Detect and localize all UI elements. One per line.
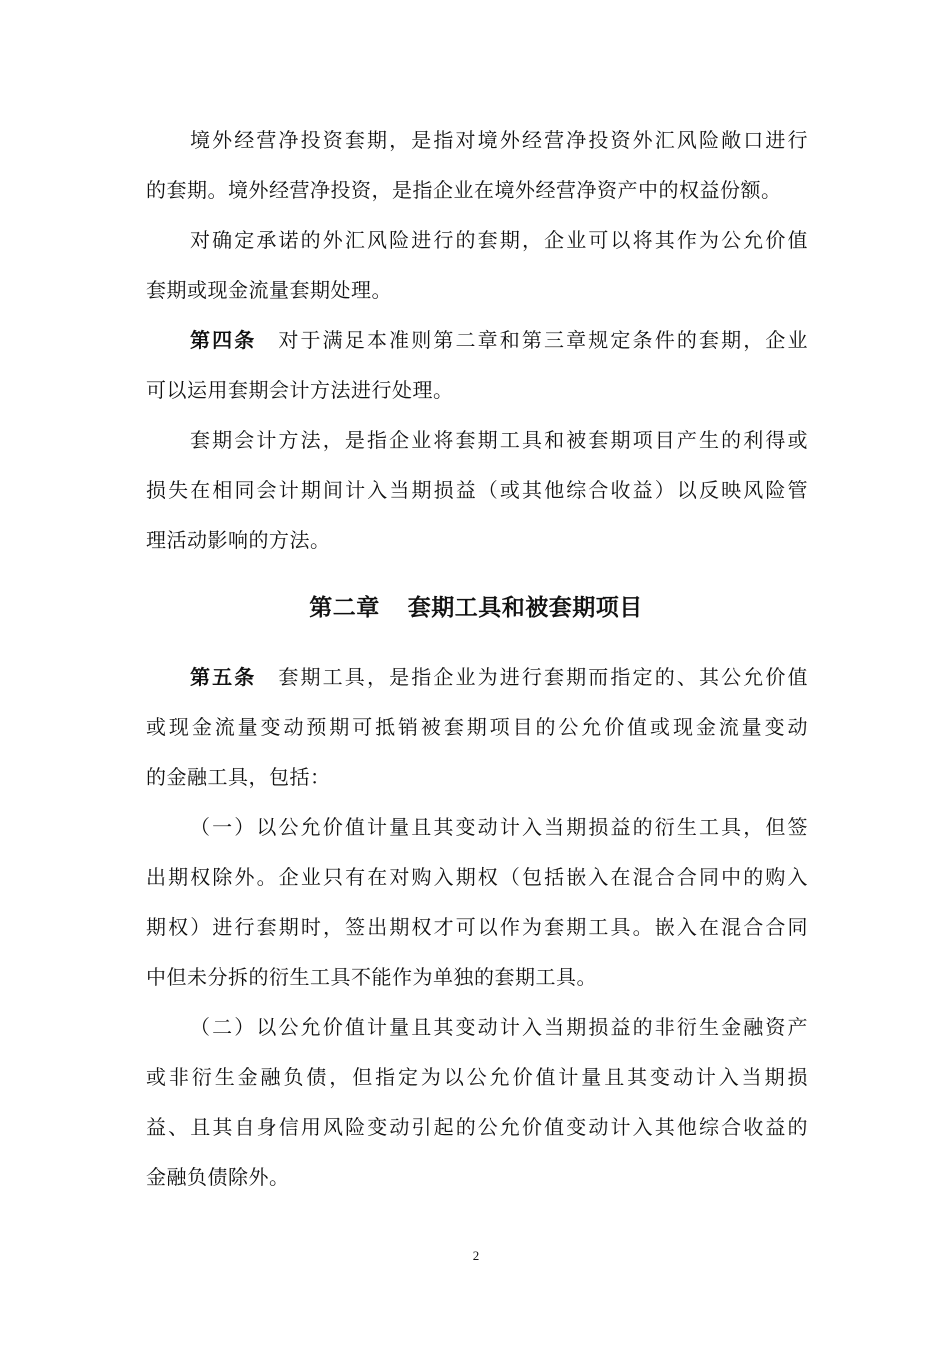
paragraph-line: 套期或现金流量套期处理。 bbox=[146, 278, 392, 302]
paragraph-line: 益、且其自身信用风险变动引起的公允价值变动计入其他综合收益的 bbox=[146, 1115, 808, 1139]
paragraph-line: （一）以公允价值计量且其变动计入当期损益的衍生工具，但签 bbox=[190, 815, 808, 839]
article-4-label: 第四条 bbox=[190, 328, 257, 352]
paragraph-line: 对确定承诺的外汇风险进行的套期，企业可以将其作为公允价值 bbox=[190, 228, 808, 252]
chapter-heading bbox=[0, 586, 952, 630]
paragraph-line: 期权）进行套期时，签出期权才可以作为套期工具。嵌入在混合合同 bbox=[146, 915, 808, 939]
paragraph-line: 套期会计方法，是指企业将套期工具和被套期项目产生的利得或 bbox=[190, 428, 808, 452]
paragraph-line: 的套期。境外经营净投资，是指企业在境外经营净资产中的权益份额。 bbox=[146, 178, 782, 202]
article-5-text: 套期工具，是指企业为进行套期而指定的、其公允价值 bbox=[278, 665, 809, 689]
paragraph-line: 可以运用套期会计方法进行处理。 bbox=[146, 378, 454, 402]
article-4-line bbox=[190, 320, 808, 360]
paragraph-line: 的金融工具，包括： bbox=[146, 765, 331, 789]
paragraph-line: 理活动影响的方法。 bbox=[146, 528, 331, 552]
article-5-label: 第五条 bbox=[190, 665, 257, 689]
paragraph-line: 或非衍生金融负债，但指定为以公允价值计量且其变动计入当期损 bbox=[146, 1065, 808, 1089]
paragraph-line: （二）以公允价值计量且其变动计入当期损益的非衍生金融资产 bbox=[190, 1015, 808, 1039]
chapter-title-text: 套期工具和被套期项目 bbox=[407, 595, 643, 621]
chapter-number: 第二章 bbox=[309, 595, 380, 621]
paragraph-line: 中但未分拆的衍生工具不能作为单独的套期工具。 bbox=[146, 965, 597, 989]
paragraph-line: 金融负债除外。 bbox=[146, 1165, 290, 1189]
paragraph-line: 出期权除外。企业只有在对购入期权（包括嵌入在混合合同中的购入 bbox=[146, 865, 808, 889]
paragraph-line: 境外经营净投资套期，是指对境外经营净投资外汇风险敞口进行 bbox=[190, 128, 808, 152]
paragraph-line: 损失在相同会计期间计入当期损益（或其他综合收益）以反映风险管 bbox=[146, 478, 808, 502]
article-4-text: 对于满足本准则第二章和第三章规定条件的套期，企业 bbox=[278, 328, 809, 352]
page-number: 2 bbox=[472, 1248, 480, 1263]
article-5-line bbox=[190, 657, 808, 697]
paragraph-line: 或现金流量变动预期可抵销被套期项目的公允价值或现金流量变动 bbox=[146, 715, 808, 739]
